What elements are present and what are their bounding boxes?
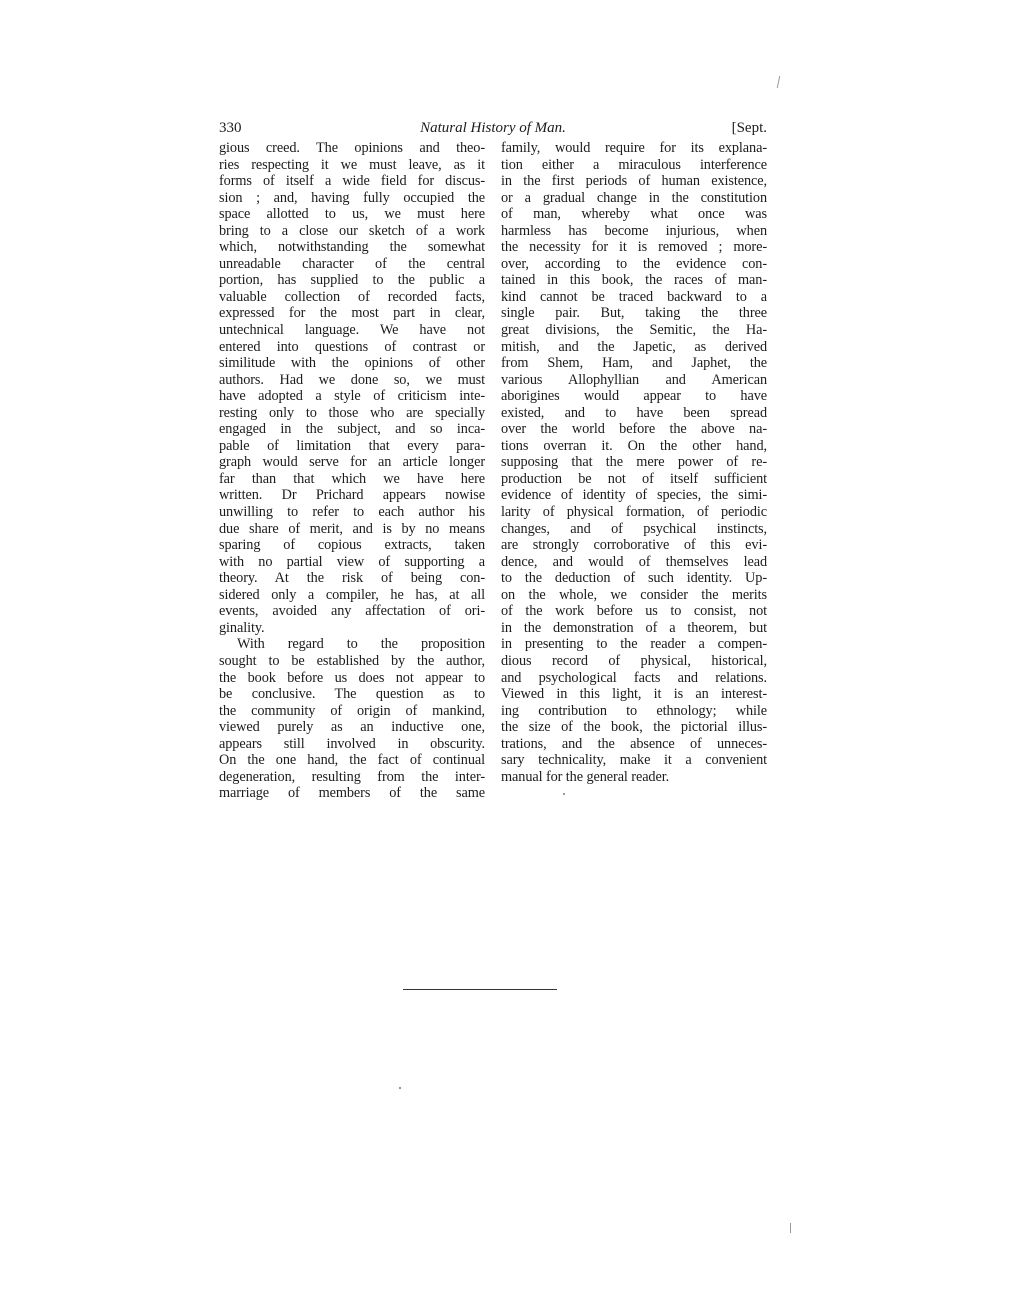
- text-line: authors. Had we done so, we must: [219, 371, 485, 388]
- text-line: dious record of physical, historical,: [501, 652, 767, 669]
- text-line: have adopted a style of criticism inte-: [219, 388, 485, 405]
- text-line: trations, and the absence of unneces-: [501, 735, 767, 752]
- text-line: with no partial view of supporting a: [219, 553, 485, 570]
- text-line: untechnical language. We have not: [219, 322, 485, 339]
- edge-mark: [790, 1223, 791, 1233]
- text-line: mitish, and the Japetic, as derived: [501, 338, 767, 355]
- text-line: various Allophyllian and American: [501, 371, 767, 388]
- text-line: unwilling to refer to each author his: [219, 504, 485, 521]
- text-line: family, would require for its explana-: [501, 140, 767, 156]
- text-line: the size of the book, the pictorial illus-: [501, 719, 767, 736]
- text-line: great divisions, the Semitic, the Ha-: [501, 322, 767, 339]
- text-line: sought to be established by the author,: [219, 652, 485, 669]
- text-line: are strongly corroborative of this evi-: [501, 537, 767, 554]
- text-line: supposing that the mere power of re-: [501, 454, 767, 471]
- text-line: written. Dr Prichard appears nowise: [219, 487, 485, 504]
- text-line: the book before us does not appear to: [219, 669, 485, 686]
- text-line: over the world before the above na-: [501, 421, 767, 438]
- text-line: production be not of itself sufficient: [501, 470, 767, 487]
- text-line: larity of physical formation, of periodic: [501, 504, 767, 521]
- text-line: ing contribution to ethnology; while: [501, 702, 767, 719]
- text-line: of man, whereby what once was: [501, 206, 767, 223]
- text-line: or a gradual change in the constitution: [501, 189, 767, 206]
- text-line: tions overran it. On the other hand,: [501, 437, 767, 454]
- text-line: in the demonstration of a theorem, but: [501, 619, 767, 636]
- text-line: changes, and of psychical instincts,: [501, 520, 767, 537]
- text-line: to the deduction of such identity. Up-: [501, 570, 767, 587]
- text-line: ries respecting it we must leave, as it: [219, 156, 485, 173]
- running-head: [219, 118, 767, 138]
- text-line: of the work before us to consist, not: [501, 603, 767, 620]
- text-line: sary technicality, make it a convenient: [501, 752, 767, 769]
- text-line: and psychological facts and relations.: [501, 669, 767, 686]
- print-speck: [399, 1087, 401, 1089]
- text-line: Viewed in this light, it is an interest-: [501, 686, 767, 703]
- text-line: sion ; and, having fully occupied the: [219, 189, 485, 206]
- text-line: evidence of identity of species, the simi-: [501, 487, 767, 504]
- text-line: far than that which we have here: [219, 470, 485, 487]
- text-line: With regard to the proposition: [237, 636, 485, 653]
- print-speck: [563, 793, 565, 795]
- text-line: on the whole, we consider the merits: [501, 586, 767, 603]
- text-line: degeneration, resulting from the inter-: [219, 768, 485, 785]
- text-line: space allotted to us, we must here: [219, 206, 485, 223]
- text-line: forms of itself a wide field for discus-: [219, 173, 485, 190]
- text-line: On the one hand, the fact of continual: [219, 752, 485, 769]
- page-number: 330: [219, 120, 242, 136]
- text-line: aborigines would appear to have: [501, 388, 767, 405]
- right-column: [501, 140, 767, 785]
- end-rule: [403, 989, 557, 990]
- text-line: marriage of members of the same: [219, 785, 485, 802]
- text-line: ginality.: [219, 619, 265, 636]
- text-line: entered into questions of contrast or: [219, 338, 485, 355]
- text-line: bring to a close our sketch of a work: [219, 222, 485, 239]
- text-line: events, avoided any affectation of ori-: [219, 603, 485, 620]
- text-line: manual for the general reader.: [501, 768, 670, 785]
- edge-mark: [777, 76, 780, 88]
- text-line: portion, has supplied to the public a: [219, 272, 485, 289]
- text-line: expressed for the most part in clear,: [219, 305, 485, 322]
- text-line: from Shem, Ham, and Japhet, the: [501, 355, 767, 372]
- text-line: tained in this book, the races of man-: [501, 272, 767, 289]
- text-line: appears still involved in obscurity.: [219, 735, 485, 752]
- text-line: existed, and to have been spread: [501, 404, 767, 421]
- text-line: due share of merit, and is by no means: [219, 520, 485, 537]
- text-line: pable of limitation that every para-: [219, 437, 485, 454]
- text-line: which, notwithstanding the somewhat: [219, 239, 485, 256]
- text-line: viewed purely as an inductive one,: [219, 719, 485, 736]
- running-title: Natural History of Man.: [420, 120, 566, 136]
- left-column: [219, 140, 485, 802]
- text-line: the community of origin of mankind,: [219, 702, 485, 719]
- text-line: engaged in the subject, and so inca-: [219, 421, 485, 438]
- text-line: unreadable character of the central: [219, 255, 485, 272]
- text-line: sidered only a compiler, he has, at all: [219, 586, 485, 603]
- text-line: over, according to the evidence con-: [501, 255, 767, 272]
- text-line: single pair. But, taking the three: [501, 305, 767, 322]
- text-line: be conclusive. The question as to: [219, 686, 485, 703]
- text-line: tion either a miraculous interference: [501, 156, 767, 173]
- text-line: theory. At the risk of being con-: [219, 570, 485, 587]
- text-line: valuable collection of recorded facts,: [219, 288, 485, 305]
- running-month: [Sept.: [731, 120, 767, 136]
- text-line: sparing of copious extracts, taken: [219, 537, 485, 554]
- text-line: the necessity for it is removed ; more-: [501, 239, 767, 256]
- text-line: in the first periods of human existence,: [501, 173, 767, 190]
- text-line: dence, and would of themselves lead: [501, 553, 767, 570]
- text-line: gious creed. The opinions and theo-: [219, 140, 485, 156]
- text-line: resting only to those who are specially: [219, 404, 485, 421]
- text-line: kind cannot be traced backward to a: [501, 288, 767, 305]
- text-line: graph would serve for an article longer: [219, 454, 485, 471]
- text-line: similitude with the opinions of other: [219, 355, 485, 372]
- text-line: in presenting to the reader a compen-: [501, 636, 767, 653]
- text-line: harmless has become injurious, when: [501, 222, 767, 239]
